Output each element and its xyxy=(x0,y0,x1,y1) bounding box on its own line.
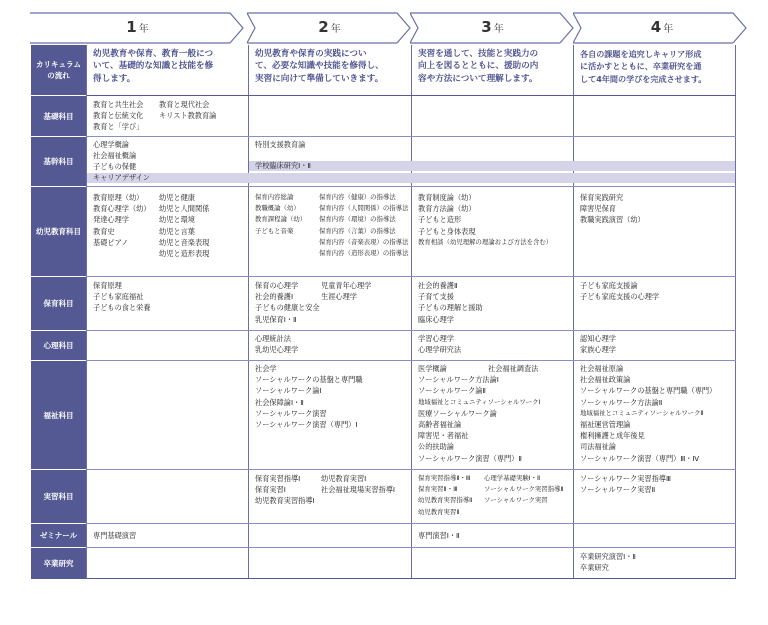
seminar-y1: 専門基礎演習 xyxy=(93,531,137,540)
curriculum-text-y2: 幼児教育や保育の実践につい て、必要な知識や技能を修得し、 実習に向けて準備していきます。 xyxy=(255,49,384,84)
row-divider xyxy=(87,360,736,361)
year-number: 2 xyxy=(318,18,329,36)
row-divider xyxy=(87,523,736,524)
year-suffix: 年 xyxy=(663,24,674,35)
curriculum-text-y4: 各自の課題を追究しキャリア形成 に活かすとともに、卒業研究を通 して4年間の学びを完成させます。 xyxy=(580,49,707,84)
hoiku-y1: 保育原理 子ども家庭福祉 子どもの食と栄養 xyxy=(93,281,151,313)
row-label-seminar: ゼミナール xyxy=(31,524,86,547)
column-divider xyxy=(248,45,249,579)
row-divider xyxy=(87,186,736,187)
jisshu-y4: ソーシャルワーク実習指導Ⅲ ソーシャルワーク実習Ⅱ xyxy=(580,474,671,495)
year-number: 1 xyxy=(126,18,137,36)
youji-y1: 教育原理（幼） 幼児と健康 教育心理学（幼） 幼児と人間関係 発達心理学 幼児と環境 教育史 幼児と言葉 基礎ピアノ 幼児と音楽表現 幼児と造形表現 xyxy=(93,193,210,259)
year-header-3 xyxy=(410,12,575,44)
seminar-y3: 専門演習Ⅰ・Ⅱ xyxy=(418,531,460,540)
row-label-curriculum: カリキュラムの流れ xyxy=(31,45,86,95)
row-divider xyxy=(87,330,736,331)
kikan-y1: 心理学概論 社会福祉概論 子どもの保健 xyxy=(93,140,137,172)
row-label-youji: 幼児教育科目 xyxy=(31,187,86,276)
year-header-4 xyxy=(573,12,751,44)
row-divider xyxy=(87,95,736,96)
year-suffix: 年 xyxy=(138,24,149,35)
kikan-bar-career-label: キャリアデザイン xyxy=(93,173,150,182)
year-header-1 xyxy=(30,12,245,44)
hoiku-y2: 保育の心理学 児童青年心理学 社会的養護Ⅰ 生涯心理学 子どもの健康と安全 乳児保育Ⅰ・Ⅱ xyxy=(255,281,372,324)
shinri-y4: 認知心理学 家族心理学 xyxy=(580,334,616,355)
youji-y3: 教育制度論（幼） 教育方法論（幼） 子どもと造形 子どもと身体表現 教育相談（幼児理解の理論および方法を含む） xyxy=(418,193,553,246)
kikan-bar-career xyxy=(87,173,735,183)
fukushi-y3: 医学概論 社会福祉調査法 ソーシャルワーク方法論Ⅰ ソーシャルワーク論Ⅱ 地域福祉とコミュニティソーシャルワークⅠ 医療ソーシャルワーク論 高齢者福祉論 障害児・者福祉 公的扶助論 ソーシャルワーク演習（専門）Ⅱ xyxy=(418,364,541,463)
curriculum-table xyxy=(31,45,736,579)
kiso-y1: 教育と共生社会 教育と現代社会 教育と伝統文化 キリスト教教育論 教育と「学び」 xyxy=(93,100,217,132)
row-label-sotsugyo: 卒業研究 xyxy=(31,548,86,579)
jisshu-y2: 保育実習指導Ⅰ 幼児教育実習Ⅰ 保育実習Ⅰ 社会福祉現場実習指導Ⅰ 幼児教育実習指導Ⅰ xyxy=(255,474,395,506)
curriculum-text-y3: 実習を通して、技能と実践力の 向上を図るとともに、援助の内 容や方法について理解します。 xyxy=(418,49,539,84)
column-divider xyxy=(735,45,736,579)
year-header-2 xyxy=(247,12,412,44)
row-label-shinri: 心理科目 xyxy=(31,331,86,360)
row-divider xyxy=(87,276,736,277)
column-divider xyxy=(86,45,87,579)
jisshu-y3: 保育実習指導Ⅱ・Ⅲ 心理学基礎実験Ⅰ・Ⅱ 保育実習Ⅱ・Ⅲ ソーシャルワーク実習指導Ⅱ 幼児教育実習指導Ⅱ ソーシャルワーク実習 幼児教育実習Ⅱ xyxy=(418,474,564,516)
row-label-fukushi: 福祉科目 xyxy=(31,361,86,469)
row-label-hoiku: 保育科目 xyxy=(31,277,86,330)
year-suffix: 年 xyxy=(330,24,341,35)
row-label-kikan: 基幹科目 xyxy=(31,137,86,186)
column-divider xyxy=(411,45,412,579)
kikan-bar-gakko xyxy=(249,161,735,171)
youji-y4: 保育実践研究 障害児保育 教職実践演習（幼） xyxy=(580,193,645,225)
year-number: 3 xyxy=(481,18,492,36)
youji-y2: 保育内容総論 保育内容（健康）の指導法 教職概論（幼） 保育内容（人間関係）の指導法 教育課程論（幼） 保育内容（環境）の指導法 子どもと音楽 保育内容（言葉）の指導法 保育内容（音楽表現）の指導法 保育内容（造形表現）の指導法 xyxy=(255,193,409,258)
sotsugyo-y4: 卒業研究演習Ⅰ・Ⅱ 卒業研究 xyxy=(580,552,636,573)
year-number: 4 xyxy=(650,18,662,36)
row-label-jisshu: 実習科目 xyxy=(31,470,86,523)
row-divider xyxy=(87,578,736,579)
hoiku-y3: 社会的養護Ⅱ 子育て支援 子どもの理解と援助 臨床心理学 xyxy=(418,281,483,324)
row-divider xyxy=(87,469,736,470)
row-divider xyxy=(87,547,736,548)
row-divider xyxy=(87,136,736,137)
fukushi-y2: 社会学 ソーシャルワークの基盤と専門職 ソーシャルワーク論Ⅰ 社会保障論Ⅰ・Ⅱ ソーシャルワーク演習 ソーシャルワーク演習（専門）Ⅰ xyxy=(255,364,363,430)
curriculum-text-y1: 幼児教育や保育、教育一般につ いて、基礎的な知識と技能を修 得します。 xyxy=(93,49,214,84)
kikan-y2: 特別支援教育論 xyxy=(255,140,306,149)
fukushi-y4: 社会福祉原論 社会福祉政策論 ソーシャルワークの基盤と専門職（専門） ソーシャルワーク方法論Ⅱ 地域福祉とコミュニティソーシャルワークⅡ 福祉運営管理論 権利擁護と成年後見 司法福祉論 ソーシャルワーク演習（専門）Ⅲ・Ⅳ xyxy=(580,364,717,463)
hoiku-y4: 子ども家庭支援論 子ども家庭支援の心理学 xyxy=(580,281,660,302)
shinri-y2: 心理統計法 乳幼児心理学 xyxy=(255,334,299,355)
kikan-bar-gakko-label: 学校臨床研究Ⅰ・Ⅱ xyxy=(255,161,311,170)
shinri-y3: 学習心理学 心理学研究法 xyxy=(418,334,462,355)
year-suffix: 年 xyxy=(493,24,504,35)
row-label-kiso: 基礎科目 xyxy=(31,96,86,136)
column-divider xyxy=(573,45,574,579)
